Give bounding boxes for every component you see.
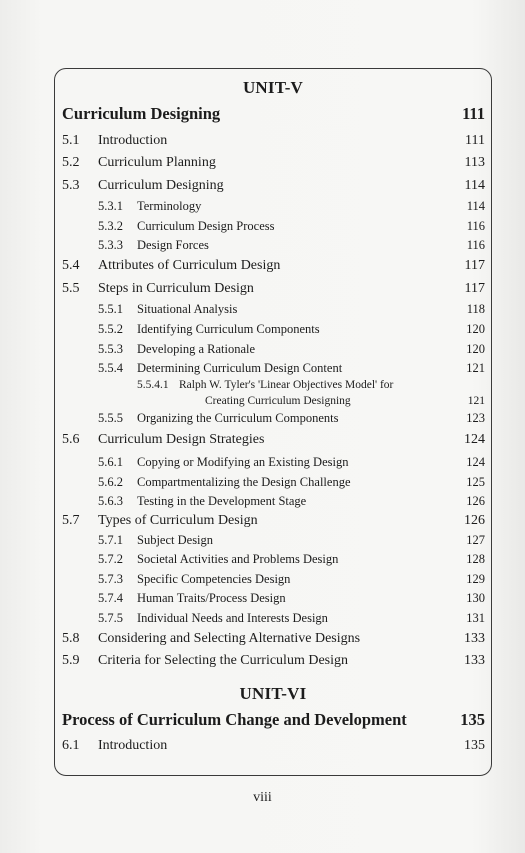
- toc-entry: [62, 322, 485, 340]
- chapter-title-row: [62, 104, 485, 124]
- entry-page: 118: [466, 302, 485, 316]
- entry-page: 124: [466, 455, 485, 469]
- toc-entry: [62, 653, 485, 671]
- entry-title: Compartmentalizing the Design Challenge: [137, 475, 351, 489]
- entry-title: Determining Curriculum Design Content: [137, 361, 343, 375]
- entry-title: Terminology: [137, 199, 202, 213]
- toc-entry: [62, 361, 485, 379]
- entry-title-continuation: Creating Curriculum Designing: [205, 395, 351, 407]
- toc-entry: [62, 302, 485, 320]
- toc-entry: [62, 411, 485, 429]
- entry-number: 5.3.2: [98, 219, 123, 233]
- entry-page: 127: [466, 533, 485, 547]
- entry-page: 117: [464, 281, 485, 296]
- entry-page: 135: [464, 738, 485, 753]
- entry-page: 126: [464, 513, 485, 528]
- chapter-title: Curriculum Designing: [62, 104, 221, 123]
- entry-number: 5.3: [62, 178, 80, 193]
- entry-page: 114: [464, 178, 485, 193]
- entry-number: 5.4: [62, 258, 80, 273]
- entry-page: 120: [466, 342, 485, 356]
- chapter-page: 111: [462, 104, 485, 123]
- entry-number: 5.8: [62, 631, 80, 646]
- entry-title: Ralph W. Tyler's 'Linear Objectives Model' for: [179, 379, 394, 391]
- entry-page: 123: [466, 411, 485, 425]
- entry-page: 116: [466, 219, 485, 233]
- entry-title: Curriculum Designing: [98, 178, 224, 193]
- toc-entry: [62, 219, 485, 237]
- entry-title: Types of Curriculum Design: [98, 513, 258, 528]
- entry-number: 5.7.5: [98, 611, 123, 625]
- entry-page: 126: [466, 494, 485, 508]
- toc-entry: [62, 342, 485, 360]
- entry-number: 5.7.2: [98, 552, 123, 566]
- entry-title: Specific Competencies Design: [137, 572, 291, 586]
- entry-page: 128: [466, 552, 485, 566]
- entry-title: Curriculum Design Strategies: [98, 432, 265, 447]
- entry-title: Copying or Modifying an Existing Design: [137, 455, 349, 469]
- entry-title: Criteria for Selecting the Curriculum Design: [98, 653, 348, 668]
- entry-title: Testing in the Development Stage: [137, 494, 307, 508]
- toc-entry: [62, 133, 485, 151]
- unit-heading: UNIT-VI: [239, 684, 307, 703]
- toc-entry: [62, 178, 485, 196]
- entry-number: 5.1: [62, 133, 80, 148]
- toc-entry: [62, 533, 485, 551]
- entry-page: 121: [466, 361, 485, 375]
- entry-number: 5.9: [62, 653, 80, 668]
- entry-page: 124: [464, 432, 485, 447]
- entry-number: 5.7.4: [98, 591, 123, 605]
- entry-title: Developing a Rationale: [137, 342, 256, 356]
- entry-page: 125: [466, 475, 485, 489]
- toc-entry: [62, 631, 485, 649]
- page-number: viii: [253, 790, 272, 805]
- entry-number: 6.1: [62, 738, 80, 753]
- entry-number: 5.6.1: [98, 455, 123, 469]
- toc-entry: [62, 199, 485, 217]
- entry-title: Organizing the Curriculum Components: [137, 411, 339, 425]
- entry-title: Societal Activities and Problems Design: [137, 552, 339, 566]
- entry-number: 5.5.5: [98, 411, 123, 425]
- entry-number: 5.3.3: [98, 238, 123, 252]
- toc-entry: [62, 611, 485, 629]
- entry-title: Introduction: [98, 738, 168, 753]
- entry-title: Curriculum Planning: [98, 155, 216, 170]
- entry-page: 131: [466, 611, 485, 625]
- entry-number: 5.5.4.1: [137, 379, 169, 391]
- entry-title: Steps in Curriculum Design: [98, 281, 254, 296]
- entry-page: 117: [464, 258, 485, 273]
- entry-title: Human Traits/Process Design: [137, 591, 286, 605]
- entry-title: Identifying Curriculum Components: [137, 322, 320, 336]
- entry-number: 5.7: [62, 513, 80, 528]
- toc-entry: [62, 738, 485, 756]
- entry-title: Attributes of Curriculum Design: [98, 258, 281, 273]
- toc-entry: [62, 281, 485, 299]
- entry-page: 116: [466, 238, 485, 252]
- entry-number: 5.5.3: [98, 342, 123, 356]
- entry-page: 121: [467, 395, 485, 407]
- entry-title: Individual Needs and Interests Design: [137, 611, 328, 625]
- entry-number: 5.6: [62, 432, 80, 447]
- entry-page: 129: [466, 572, 485, 586]
- entry-number: 5.5: [62, 281, 80, 296]
- chapter-title: Process of Curriculum Change and Development: [62, 710, 407, 729]
- entry-number: 5.5.2: [98, 322, 123, 336]
- entry-number: 5.2: [62, 155, 80, 170]
- entry-page: 120: [466, 322, 485, 336]
- toc-entry: [62, 238, 485, 256]
- entry-title: Considering and Selecting Alternative Designs: [98, 631, 361, 646]
- toc-entry: [62, 455, 485, 473]
- chapter-title-row: [62, 710, 485, 730]
- toc-entry: [62, 513, 485, 531]
- entry-title: Introduction: [98, 133, 168, 148]
- toc-entry: [62, 432, 485, 450]
- toc-entry: [62, 155, 485, 173]
- toc-entry: [62, 494, 485, 512]
- entry-title: Subject Design: [137, 533, 214, 547]
- entry-page: 114: [466, 199, 485, 213]
- entry-number: 5.6.3: [98, 494, 123, 508]
- entry-number: 5.6.2: [98, 475, 123, 489]
- entry-page: 111: [465, 133, 485, 148]
- entry-number: 5.7.1: [98, 533, 123, 547]
- toc-entry: [62, 591, 485, 609]
- chapter-page: 135: [460, 710, 485, 729]
- entry-title: Curriculum Design Process: [137, 219, 275, 233]
- entry-page: 130: [466, 591, 485, 605]
- entry-number: 5.7.3: [98, 572, 123, 586]
- toc-entry: [62, 572, 485, 590]
- entry-number: 5.5.4: [98, 361, 123, 375]
- entry-title: Situational Analysis: [137, 302, 238, 316]
- toc-entry: [62, 475, 485, 493]
- toc-entry: [62, 258, 485, 276]
- entry-page: 133: [464, 631, 485, 646]
- entry-number: 5.3.1: [98, 199, 123, 213]
- unit-heading: UNIT-V: [242, 78, 304, 97]
- entry-page: 133: [464, 653, 485, 668]
- entry-title: Design Forces: [137, 238, 209, 252]
- entry-number: 5.5.1: [98, 302, 123, 316]
- toc-entry: [62, 552, 485, 570]
- entry-page: 113: [464, 155, 485, 170]
